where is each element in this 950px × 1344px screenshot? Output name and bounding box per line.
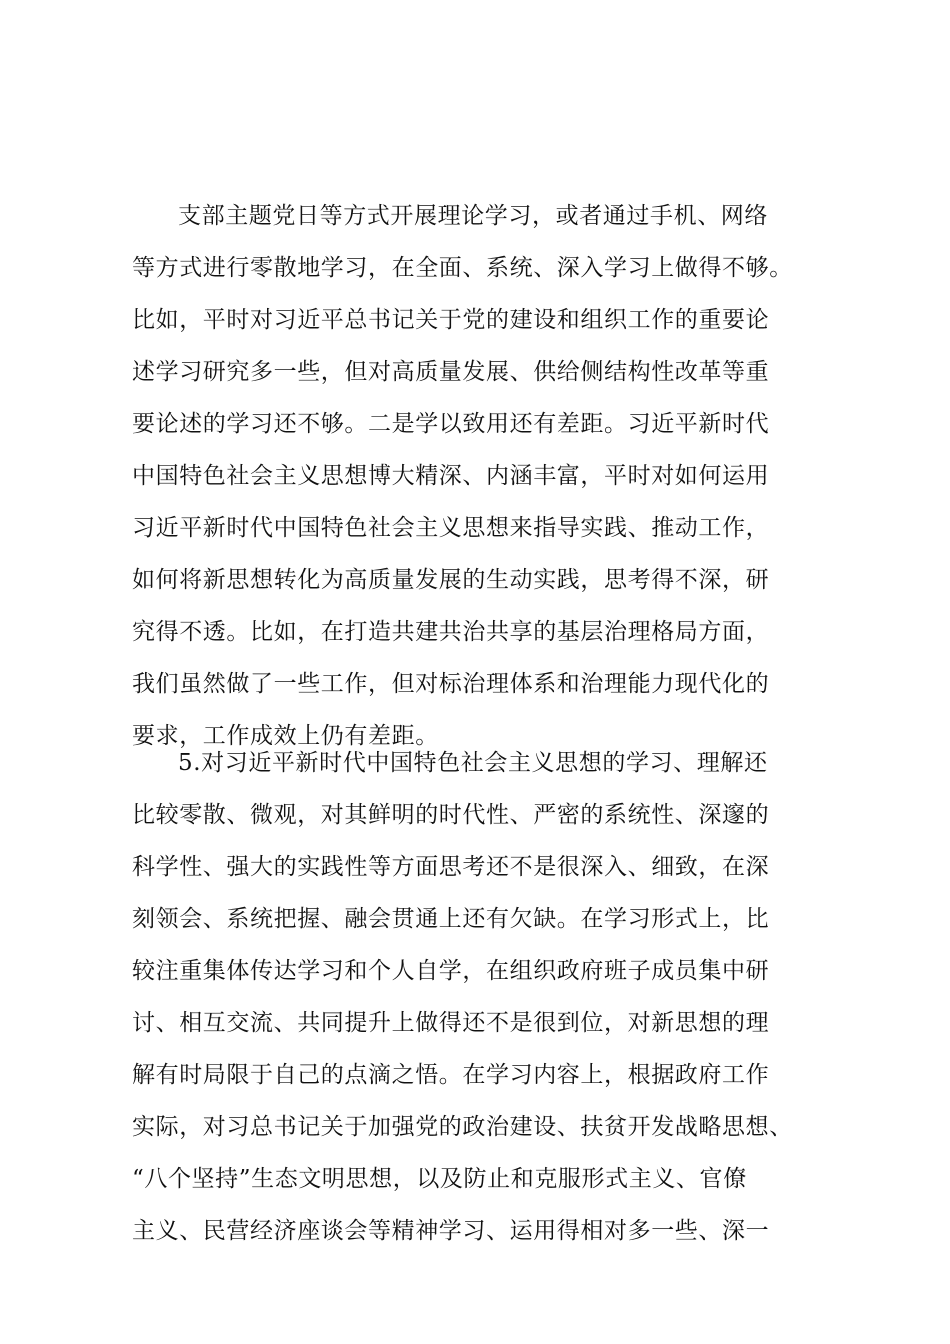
text-line: 习近平新时代中国特色社会主义思想来指导实践、推动工作，	[132, 515, 770, 541]
text-line: 我们虽然做了一些工作，但对标治理体系和治理能力现代化的	[132, 671, 770, 697]
text-line: “八个坚持”生态文明思想，以及防止和克服形式主义、官僚	[132, 1166, 747, 1192]
text-line: 科学性、强大的实践性等方面思考还不是很深入、细致，在深	[132, 854, 770, 880]
paragraph-1	[132, 190, 852, 762]
text-line: 实际，对习总书记关于加强党的政治建设、扶贫开发战略思想、	[132, 1114, 793, 1140]
text-line: 等方式进行零散地学习，在全面、系统、深入学习上做得不够。	[132, 255, 793, 281]
text-line: 如何将新思想转化为高质量发展的生动实践，思考得不深，研	[132, 567, 770, 593]
text-line: 解有时局限于自己的点滴之悟。在学习内容上，根据政府工作	[132, 1062, 770, 1088]
text-line: 比较零散、微观，对其鲜明的时代性、严密的系统性、深邃的	[132, 802, 770, 828]
text-line: 讨、相互交流、共同提升上做得还不是很到位，对新思想的理	[132, 1010, 770, 1036]
text-line: 较注重集体传达学习和个人自学，在组织政府班子成员集中研	[132, 958, 770, 984]
text-line: 中国特色社会主义思想博大精深、内涵丰富，平时对如何运用	[132, 463, 770, 489]
text-line: 述学习研究多一些，但对高质量发展、供给侧结构性改革等重	[132, 359, 770, 385]
text-line: 比如，平时对习近平总书记关于党的建设和组织工作的重要论	[132, 307, 770, 333]
text-line: 究得不透。比如，在打造共建共治共享的基层治理格局方面，	[132, 619, 770, 645]
text-line: 要求，工作成效上仍有差距。	[132, 723, 439, 749]
text-line: 5.对习近平新时代中国特色社会主义思想的学习、理解还	[178, 750, 768, 776]
text-line: 支部主题党日等方式开展理论学习，或者通过手机、网络	[178, 203, 768, 229]
text-line: 主义、民营经济座谈会等精神学习、运用得相对多一些、深一	[132, 1218, 770, 1244]
paragraph-2	[132, 737, 852, 1257]
text-line: 要论述的学习还不够。二是学以致用还有差距。习近平新时代	[132, 411, 770, 437]
text-line: 刻领会、系统把握、融会贯通上还有欠缺。在学习形式上，比	[132, 906, 770, 932]
